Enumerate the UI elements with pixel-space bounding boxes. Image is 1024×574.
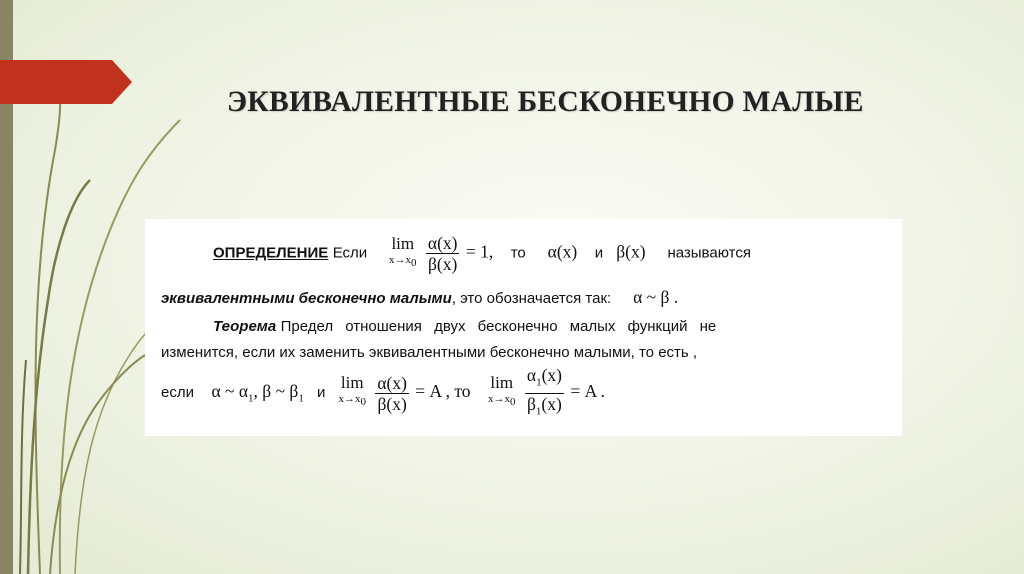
definition-and: и <box>594 244 604 262</box>
theorem-text-2: изменится, если их заменить эквивалентными бесконечно малыми, то есть , <box>161 344 698 361</box>
definition-called: называются <box>667 244 751 262</box>
title-flag <box>0 60 132 104</box>
theorem-limit-2 <box>488 375 516 410</box>
definition-line-1 <box>213 233 751 274</box>
beta-x: β(x) <box>616 241 646 262</box>
den-pre: β <box>527 393 536 414</box>
lim-sub-index: 0 <box>510 396 516 409</box>
lim-word: lim <box>340 373 364 393</box>
cond-beta-text: β ~ β <box>262 381 299 402</box>
lim-subscript <box>389 252 417 271</box>
eq-a-end: = A . <box>570 381 606 402</box>
formula-panel <box>145 219 902 436</box>
definition-fraction <box>426 233 460 274</box>
lim-subscript <box>488 391 516 410</box>
num-sub: 1 <box>536 376 542 389</box>
fraction-denominator: β(x) <box>428 254 458 274</box>
fraction-denominator <box>525 394 564 422</box>
eq-one: = 1, <box>465 241 494 262</box>
theorem-line-1 <box>213 315 716 336</box>
den-post: (x) <box>541 393 562 414</box>
definition-if: Если <box>332 244 368 262</box>
condition-alpha <box>211 381 254 405</box>
lim-word: lim <box>490 373 514 393</box>
theorem-fraction-2 <box>525 365 564 421</box>
lim-sub-text: x→x <box>389 253 412 266</box>
equivalent-term: эквивалентными бесконечно малыми <box>161 290 452 307</box>
slide-title: ЭКВИВАЛЕНТНЫЕ БЕСКОНЕЧНО МАЛЫЕ <box>227 86 864 118</box>
eq-a-then: = A , то <box>415 381 471 402</box>
condition-beta <box>262 381 304 405</box>
lim-sub-text: x→x <box>338 393 361 406</box>
theorem-heading: Теорема <box>213 318 277 335</box>
fraction-numerator <box>525 365 564 394</box>
num-post: (x) <box>541 365 562 385</box>
theorem-limit-1 <box>338 375 366 410</box>
theorem-line-3 <box>161 365 605 421</box>
lim-subscript <box>338 391 366 410</box>
cond-comma: , <box>253 381 258 402</box>
definition-limit <box>389 233 417 271</box>
theorem-and: и <box>316 384 326 402</box>
lim-sub-index: 0 <box>411 257 417 270</box>
num-pre: α <box>526 365 537 385</box>
definition-heading: ОПРЕДЕЛЕНИЕ <box>213 244 329 262</box>
alpha-x: α(x) <box>547 241 578 262</box>
theorem-if: если <box>161 384 194 402</box>
fraction-numerator: α(x) <box>427 233 458 253</box>
den-sub: 1 <box>535 405 542 417</box>
cond-alpha-sub: 1 <box>248 392 254 405</box>
lim-sub-text: x→x <box>488 393 511 406</box>
lim-word: lim <box>391 233 415 253</box>
theorem-line-2 <box>161 341 697 362</box>
definition-line-2 <box>161 287 678 308</box>
lim-sub-index: 0 <box>360 396 366 409</box>
definition-denoted: , это обозначается так: <box>451 290 612 307</box>
theorem-text-1: Предел отношения двух бесконечно малых функций не <box>280 318 717 335</box>
cond-alpha-text: α ~ α <box>211 381 249 402</box>
equivalence-notation: α ~ β . <box>633 287 679 307</box>
definition-then: то <box>510 244 526 262</box>
fraction-numerator: α(x) <box>377 372 407 393</box>
theorem-fraction-1 <box>375 373 409 414</box>
cond-beta-sub: 1 <box>298 392 304 405</box>
fraction-denominator: β(x) <box>377 393 407 414</box>
